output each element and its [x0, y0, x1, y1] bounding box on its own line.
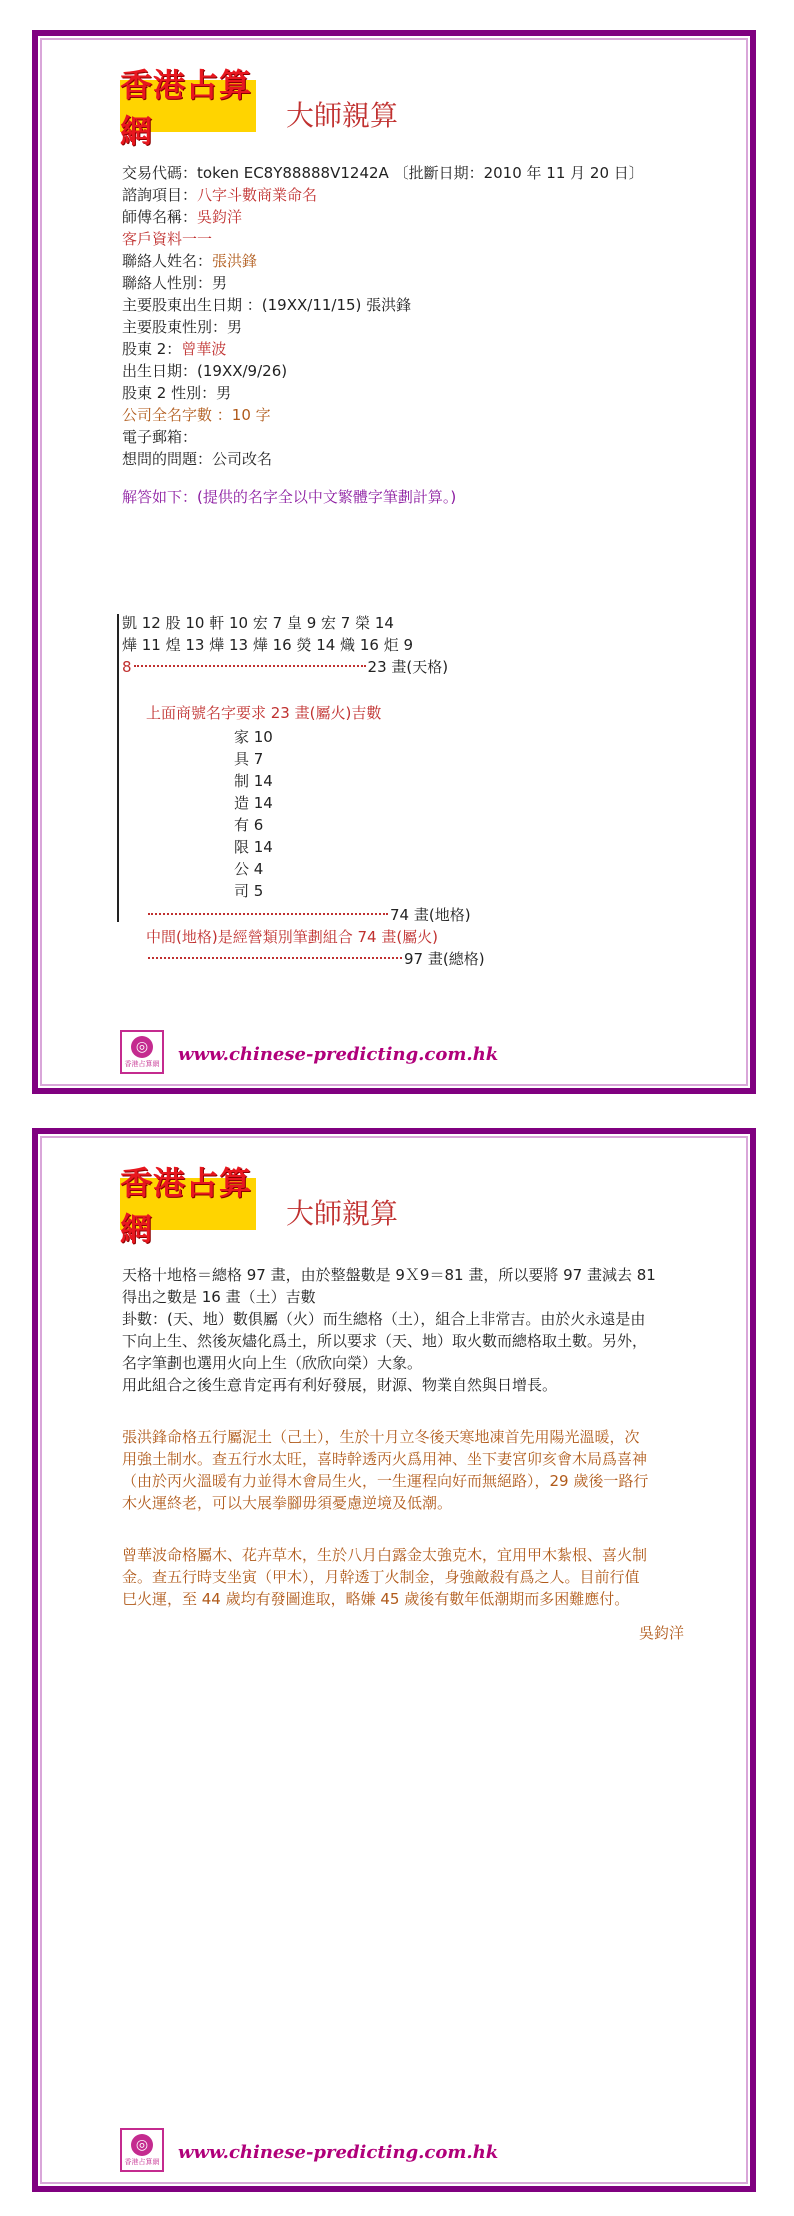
- page-title: 大師親算: [286, 1197, 399, 1230]
- stroke-row: 燁 11 煌 13 燁 13 燁 16 熒 14 熾 16 炬 9: [122, 636, 414, 654]
- section-label: 客戶資料一一: [122, 230, 213, 248]
- char-stroke: 有 6: [234, 816, 264, 834]
- heaven-total: 8 23 畫(天格): [122, 658, 449, 676]
- analysis-paragraph: 曾華波命格屬木、花卉草木，生於八月白露金太強克木，宜用甲木紮根、喜火制 金。查五行時支坐寅（甲木），月幹透丁火制金，身強敵殺有爲之人。目前行值 巳火運，至 44 歲均有發圖進取，略嫌 45 歲後有數年低潮期而多困難應付。: [122, 1546, 648, 1608]
- website-link[interactable]: www.chinese-predicting.com.hk: [178, 1044, 499, 1065]
- coin-icon: ◎: [131, 2134, 153, 2156]
- info-row: 交易代碼：token EC8Y88888V1242A 〔批斷日期：2010 年 11 月 20 日〕: [122, 164, 644, 182]
- grand-total: 97 畫(總格): [146, 948, 485, 970]
- info-row: 主要股東性別：男: [122, 318, 243, 336]
- char-stroke: 造 14: [234, 794, 273, 812]
- info-row: 聯絡人性別：男: [122, 274, 228, 292]
- char-stroke: 限 14: [234, 838, 273, 856]
- website-link[interactable]: www.chinese-predicting.com.hk: [178, 2142, 499, 2163]
- char-stroke: 具 7: [234, 750, 264, 768]
- brand-logo: 香港占算網: [120, 1178, 256, 1230]
- bracket-line: [117, 614, 119, 922]
- info-row: 諮詢項目：八字斗數商業命名: [122, 186, 318, 204]
- footer-logo: ◎ 香港占算網: [120, 1030, 164, 1074]
- coin-icon: ◎: [131, 1036, 153, 1058]
- analysis-paragraph: 天格十地格＝總格 97 畫，由於整盤數是 9Ｘ9＝81 畫，所以要將 97 畫減去 81 得出之數是 16 畫（土）吉數 卦數：(天、地）數俱屬（火）而生總格（土），組合上非常吉。由於火永遠是由 下向上生、然後灰燼化爲土，所以要求（天、地）取火數而總格取土數。另外， 名字筆劃也選用火向上生（欣欣向榮）大象。 用此組合之後生意肯定再有利好發展，財源、物業自然與日增長。: [122, 1266, 656, 1394]
- middle-note: 中間(地格)是經營類別筆劃組合 74 畫(屬火): [146, 928, 439, 946]
- stroke-row: 凱 12 股 10 軒 10 宏 7 皇 9 宏 7 榮 14: [122, 614, 394, 632]
- info-row: 股東 2 性別：男: [122, 384, 232, 402]
- footer-logo: ◎ 香港占算網: [120, 2128, 164, 2172]
- char-stroke: 制 14: [234, 772, 273, 790]
- char-stroke: 家 10: [234, 728, 273, 746]
- info-row: 公司全名字數 ：10 字: [122, 406, 271, 424]
- page-title: 大師親算: [286, 99, 399, 132]
- info-row: 主要股東出生日期 ：(19XX/11/15) 張洪鋒: [122, 296, 412, 314]
- analysis-paragraph: 張洪鋒命格五行屬泥土（己土），生於十月立冬後天寒地凍首先用陽光溫暖，次 用強土制水。查五行水太旺，喜時幹透丙火爲用神、坐下妻宮卯亥會木局爲喜神 （由於丙火溫暖有力並得木會局生火，一生運程向好而無絕路），29 歲後一路行 木火運終老，可以大展拳腳毋須憂慮逆境及低潮。: [122, 1428, 649, 1512]
- answer-intro: 解答如下：(提供的名字全以中文繁體字筆劃計算。): [122, 488, 457, 506]
- name-requirement: 上面商號名字要求 23 畫(屬火)吉數: [146, 704, 382, 722]
- char-stroke: 司 5: [234, 882, 264, 900]
- info-row: 聯絡人姓名：張洪鋒: [122, 252, 258, 270]
- signature: 吳鈞洋: [638, 1624, 684, 1642]
- earth-total: 74 畫(地格): [146, 904, 471, 926]
- brand-logo: 香港占算網: [120, 80, 256, 132]
- report-page-1: [32, 30, 756, 1094]
- info-row: 股東 2：曾華波: [122, 340, 227, 358]
- info-row: 師傅名稱：吳鈞洋: [122, 208, 243, 226]
- report-page-2: [32, 1128, 756, 2192]
- info-row: 電子郵箱：: [122, 428, 198, 446]
- info-row: 想問的問題：公司改名: [122, 450, 273, 468]
- char-stroke: 公 4: [234, 860, 264, 878]
- info-row: 出生日期：(19XX/9/26): [122, 362, 288, 380]
